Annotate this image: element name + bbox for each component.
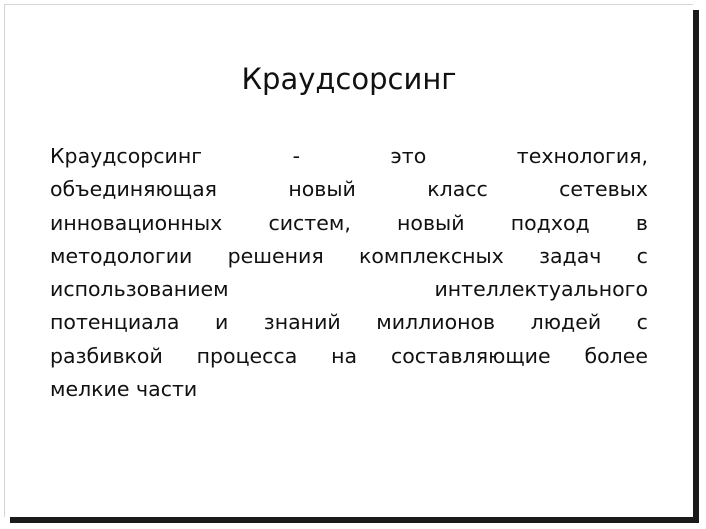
word: новый (397, 210, 465, 235)
word: процесса (196, 343, 298, 368)
word: это (390, 144, 427, 168)
word: новый (288, 177, 356, 202)
word: людей (530, 310, 602, 335)
word: в (635, 210, 648, 235)
word: более (584, 343, 648, 368)
word: мелкие части (50, 377, 198, 402)
body-line (50, 140, 648, 173)
body-line (50, 173, 648, 206)
slide-title: Краудсорсинг (241, 62, 457, 96)
word: интеллектуального (434, 277, 648, 302)
word: разбивкой (50, 343, 163, 368)
body-line (50, 373, 648, 406)
word: с (636, 243, 648, 268)
word: систем, (268, 210, 351, 235)
word: на (331, 343, 358, 368)
word: и (214, 310, 229, 335)
slide-body-text (50, 140, 648, 406)
word: объединяющая (50, 177, 217, 202)
word: класс (427, 177, 488, 202)
body-line (50, 306, 648, 339)
word: подход (510, 210, 590, 235)
word: технология, (516, 144, 648, 168)
body-line (50, 273, 648, 306)
word: инновационных (50, 210, 223, 235)
body-line (50, 240, 648, 273)
word: - (292, 144, 300, 168)
word: решения (227, 243, 324, 268)
word: методологии (50, 243, 193, 268)
word: потенциала (50, 310, 180, 335)
slide (4, 4, 693, 517)
word: комплексных (358, 243, 504, 268)
word: сетевых (559, 177, 648, 202)
word: составляющие (390, 343, 551, 368)
word: миллионов (376, 310, 496, 335)
body-line (50, 207, 648, 240)
body-line (50, 340, 648, 373)
word: задач (539, 243, 602, 268)
word: Краудсорсинг (50, 144, 203, 168)
word: использованием (50, 277, 229, 302)
word: знаний (263, 310, 341, 335)
word: с (636, 310, 648, 335)
